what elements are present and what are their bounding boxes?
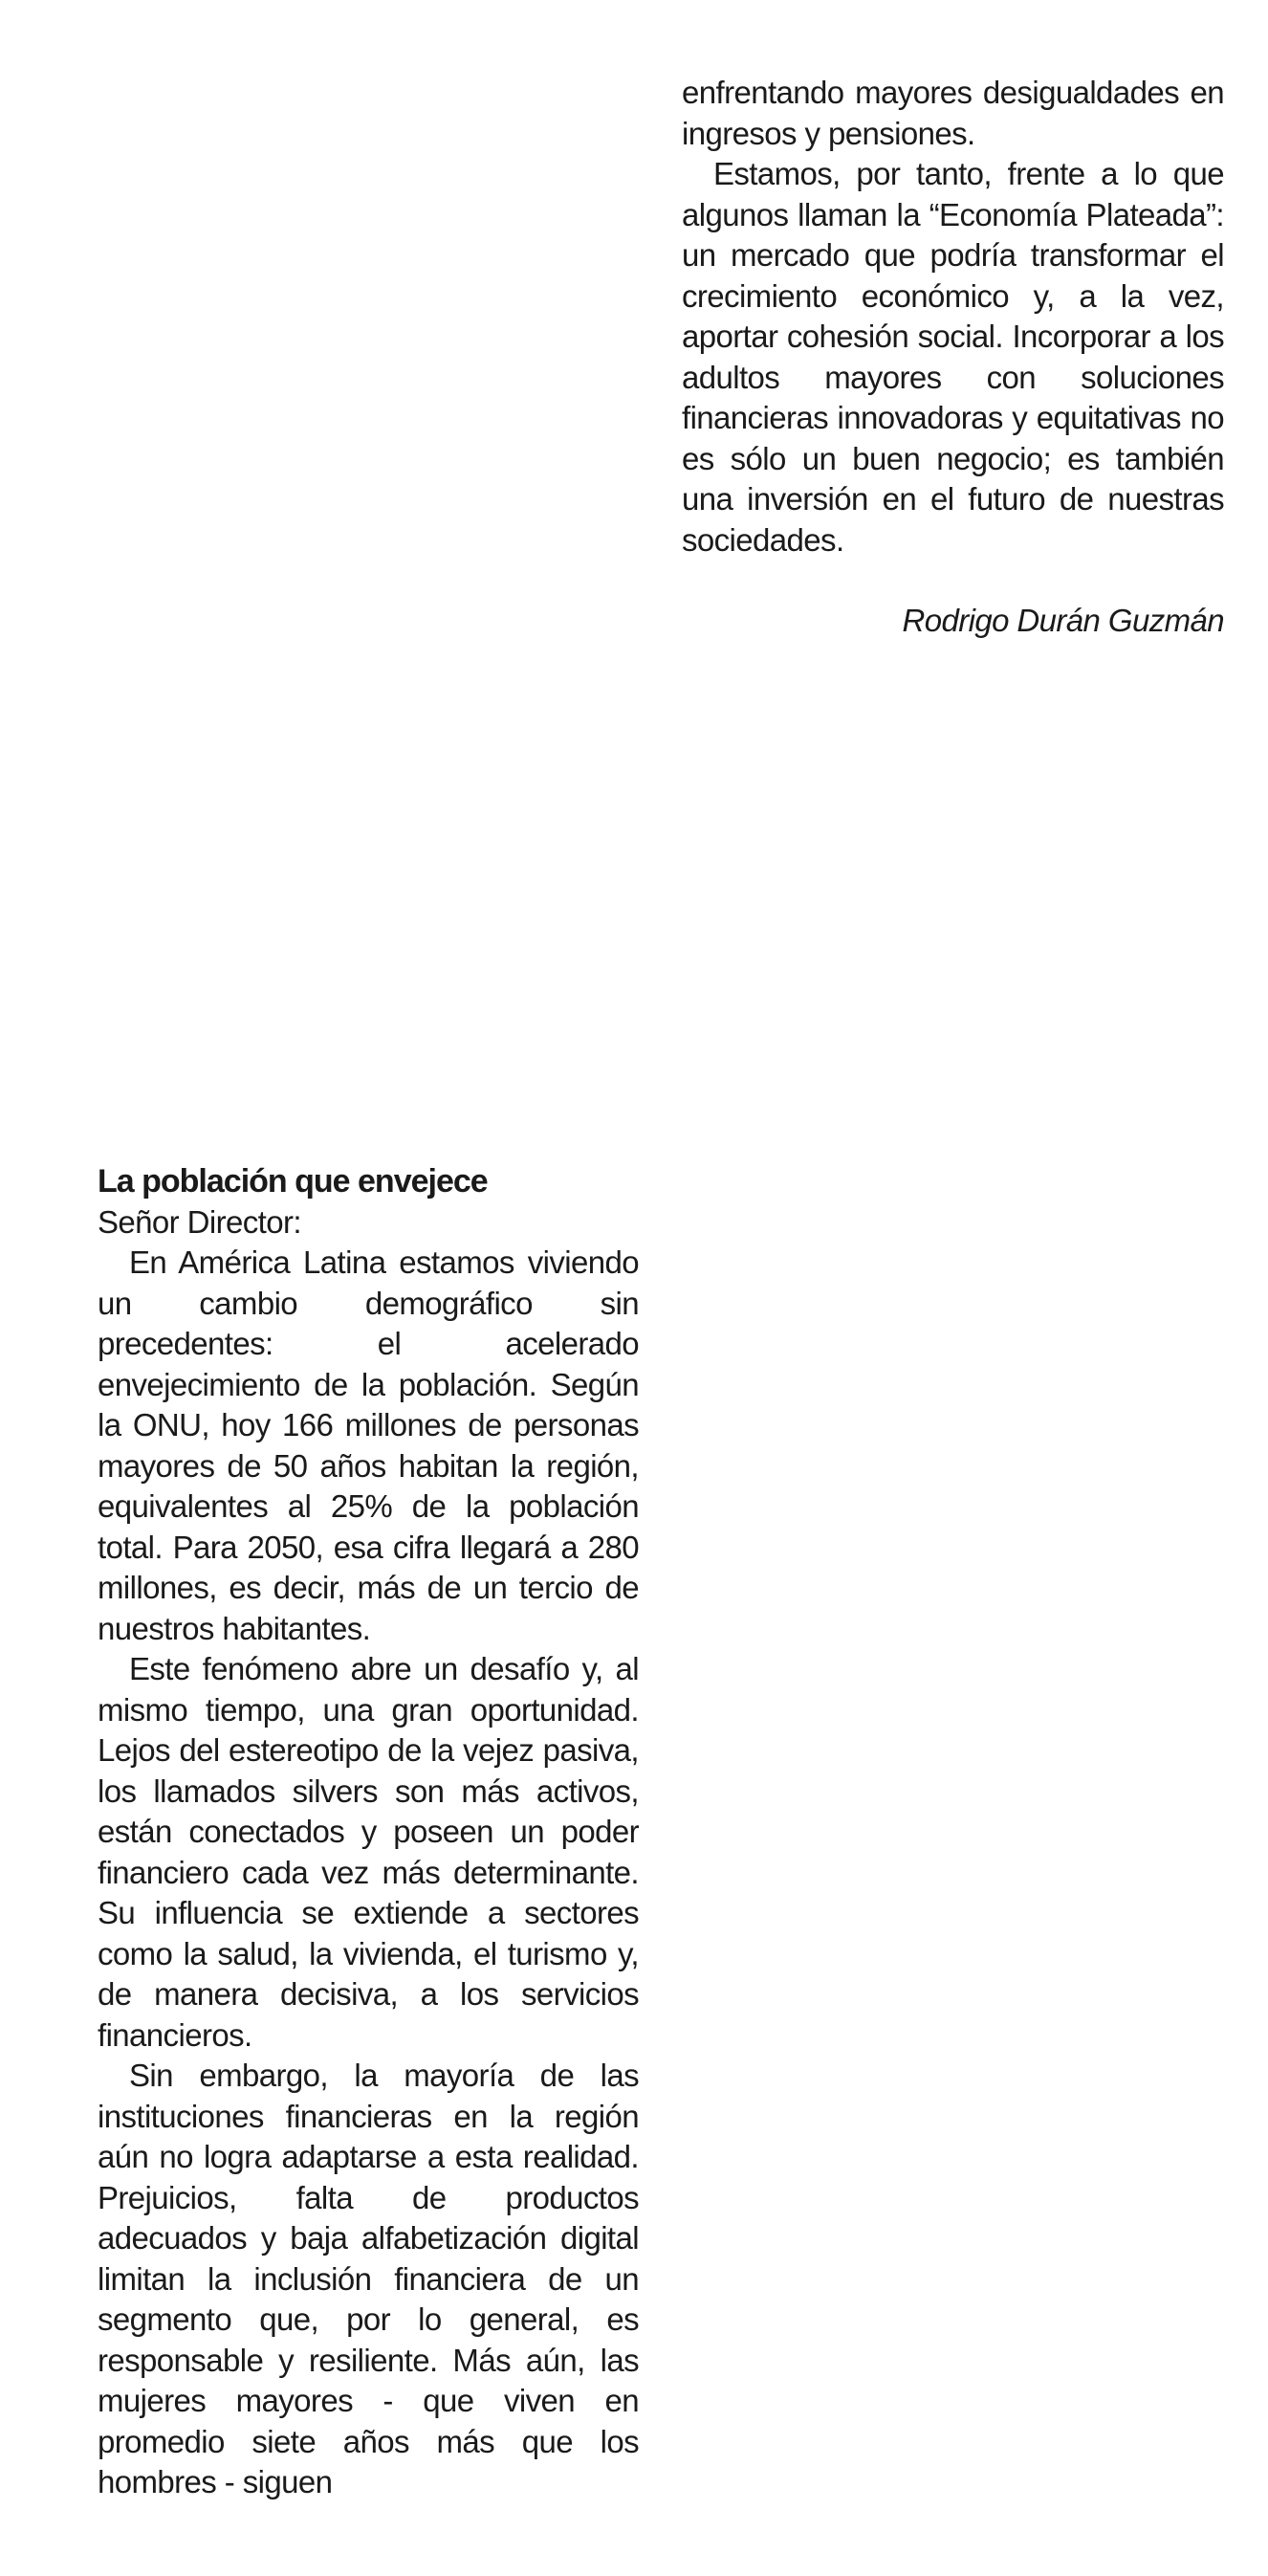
economia-plateada-paragraph: Estamos, por tanto, frente a lo que algunos llaman la “Economía Plateada”: un mercado que podría transformar el crecimiento económico y, a la vez, aportar cohesión social. Incorporar a los adultos mayores con soluciones financieras innovadoras y equitativas no es sólo un buen negocio; es también una inversión en el futuro de nuestras sociedades.	[682, 156, 1224, 558]
author-signature: Rodrigo Durán Guzmán	[902, 603, 1224, 638]
body-paragraph-3: Sin embargo, la mayoría de las instituciones financieras en la región aún no logra adaptarse a esta realidad. Prejuicios, falta de productos adecuados y baja alfabetización digital limitan la inclusión financiera de un segmento que, por lo general, es responsable y resiliente. Más aún, las mujeres mayores - que viven en promedio siete años más que los hombres - siguen	[98, 2058, 639, 2499]
body-paragraph-2: Este fenómeno abre un desafío y, al mismo tiempo, una gran oportunidad. Lejos del estereotipo de la vejez pasiva, los llamados silvers son más activos, están conectados y poseen un poder financiero cada vez más determinante. Su influencia se extiende a sectores como la salud, la vivienda, el turismo y, de manera decisiva, a los servicios financieros.	[98, 1651, 639, 2053]
letter-start-column	[98, 1161, 639, 2503]
letter-headline: La población que envejece	[98, 1163, 488, 1200]
body-paragraph-1: En América Latina estamos viviendo un cambio demográfico sin precedentes: el acelerado envejecimiento de la población. Según la ONU, hoy 166 millones de personas mayores de 50 años habitan la región, equivalentes al 25% de la población total. Para 2050, esa cifra llegará a 280 millones, es decir, más de un tercio de nuestros habitantes.	[98, 1244, 639, 1646]
continuation-paragraph: enfrentando mayores desigualdades en ingresos y pensiones.	[682, 75, 1224, 151]
letter-continuation-column	[682, 73, 1224, 642]
letter-salutation: Señor Director:	[98, 1203, 301, 1240]
